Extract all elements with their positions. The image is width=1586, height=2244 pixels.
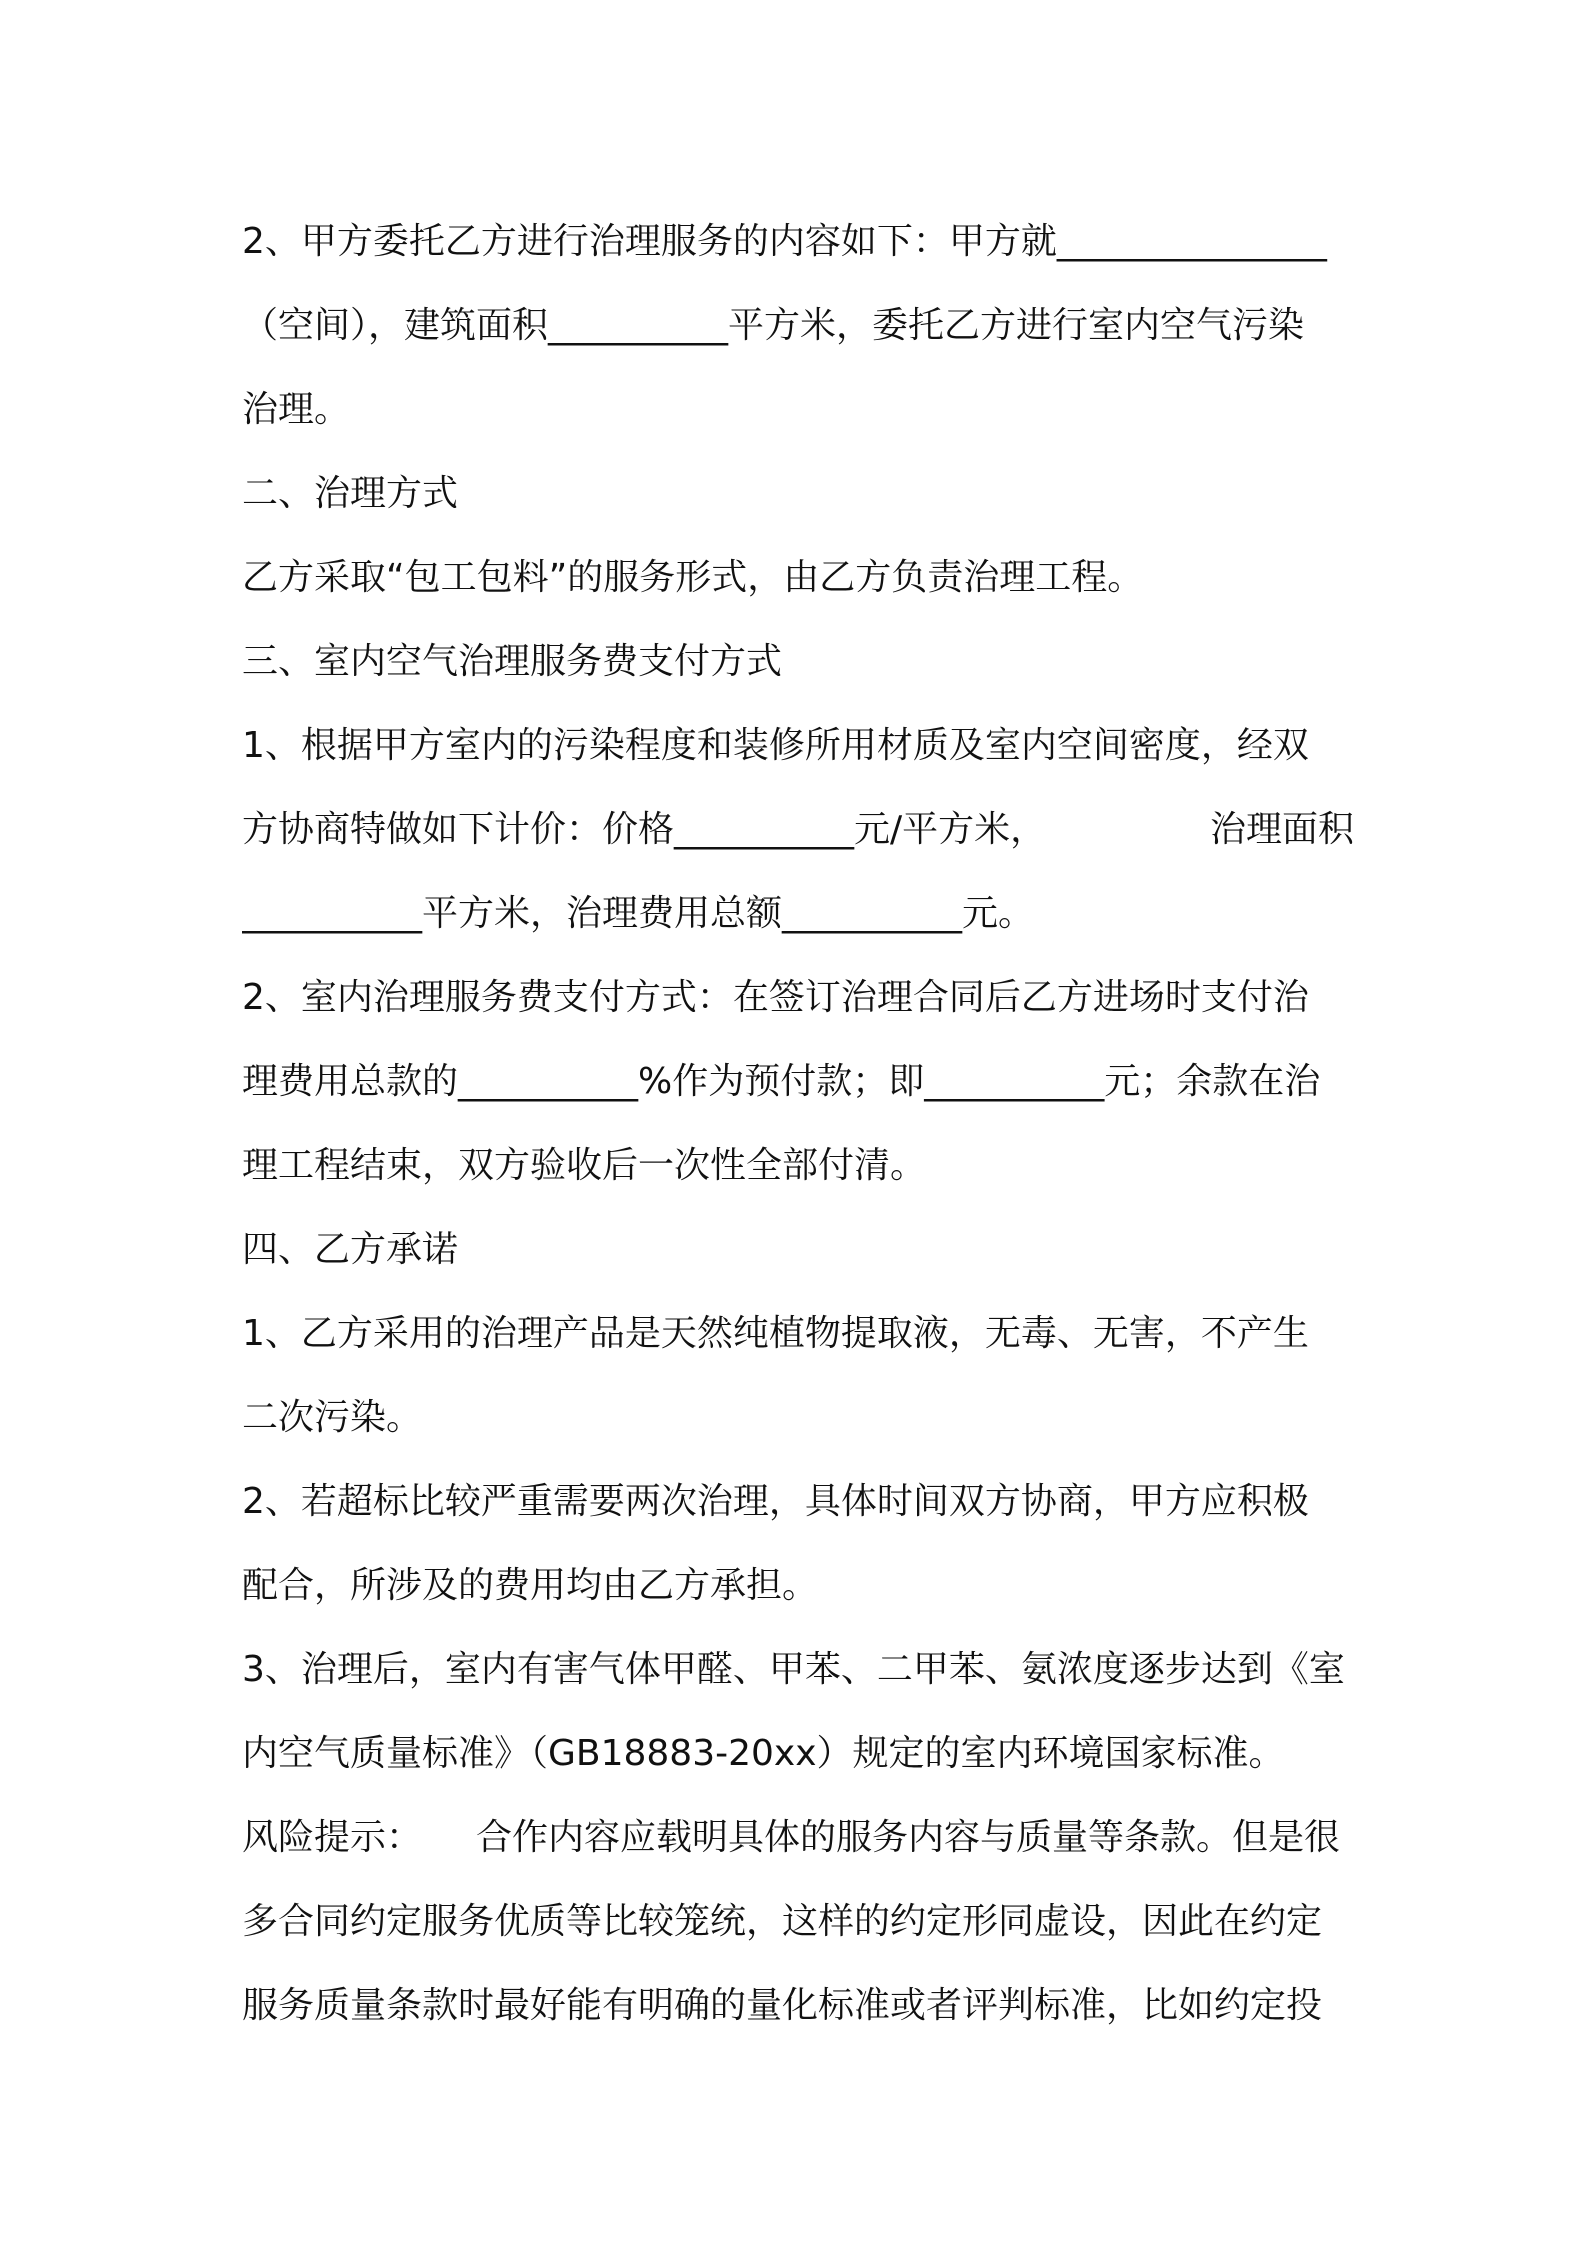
section-heading: 二、治理方式 — [242, 473, 459, 514]
risk-label: 风险提示： — [242, 1817, 423, 1858]
paragraph-line: （空间），建筑面积__________平方米，委托乙方进行室内空气污染 — [242, 305, 1305, 346]
paragraph-line: 2、若超标比较严重需要两次治理，具体时间双方协商，甲方应积极 — [242, 1481, 1309, 1522]
paragraph-line: 二次污染。 — [242, 1397, 423, 1438]
pricing-area-label: 治理面积 — [1209, 809, 1354, 850]
paragraph-line: 治理。 — [242, 389, 351, 430]
risk-note-line — [242, 1796, 1354, 1880]
section-heading: 四、乙方承诺 — [242, 1229, 459, 1270]
paragraph-line: __________平方米，治理费用总额__________元。 — [242, 893, 1035, 934]
paragraph-line: 理费用总款的__________%作为预付款；即__________元；余款在治 — [242, 1061, 1321, 1102]
paragraph-line: 内空气质量标准》（GB18883-20xx）规定的室内环境国家标准。 — [242, 1733, 1285, 1774]
risk-text: 合作内容应载明具体的服务内容与质量等条款。但是很 — [476, 1817, 1341, 1858]
paragraph-line: 理工程结束，双方验收后一次性全部付清。 — [242, 1145, 927, 1186]
paragraph-line: 2、室内治理服务费支付方式：在签订治理合同后乙方进场时支付治 — [242, 977, 1309, 1018]
pricing-text: 方协商特做如下计价：价格__________元/平方米， — [242, 809, 1047, 850]
paragraph-line: 配合，所涉及的费用均由乙方承担。 — [242, 1565, 819, 1606]
paragraph-line: 服务质量条款时最好能有明确的量化标准或者评判标准，比如约定投 — [242, 1985, 1323, 2026]
paragraph-line: 3、治理后，室内有害气体甲醛、甲苯、二甲苯、氨浓度逐步达到《室 — [242, 1649, 1345, 1690]
contract-text — [242, 200, 1354, 2048]
paragraph-line: 乙方采取“包工包料”的服务形式，由乙方负责治理工程。 — [242, 557, 1144, 598]
section-heading: 三、室内空气治理服务费支付方式 — [242, 641, 783, 682]
paragraph-line-justified — [242, 788, 1354, 872]
paragraph-line: 1、根据甲方室内的污染程度和装修所用材质及室内空间密度，经双 — [242, 725, 1309, 766]
paragraph-line: 多合同约定服务优质等比较笼统，这样的约定形同虚设，因此在约定 — [242, 1901, 1323, 1942]
paragraph-line: 2、甲方委托乙方进行治理服务的内容如下：甲方就_______________ — [242, 221, 1327, 262]
paragraph-line: 1、乙方采用的治理产品是天然纯植物提取液，无毒、无害，不产生 — [242, 1313, 1309, 1354]
